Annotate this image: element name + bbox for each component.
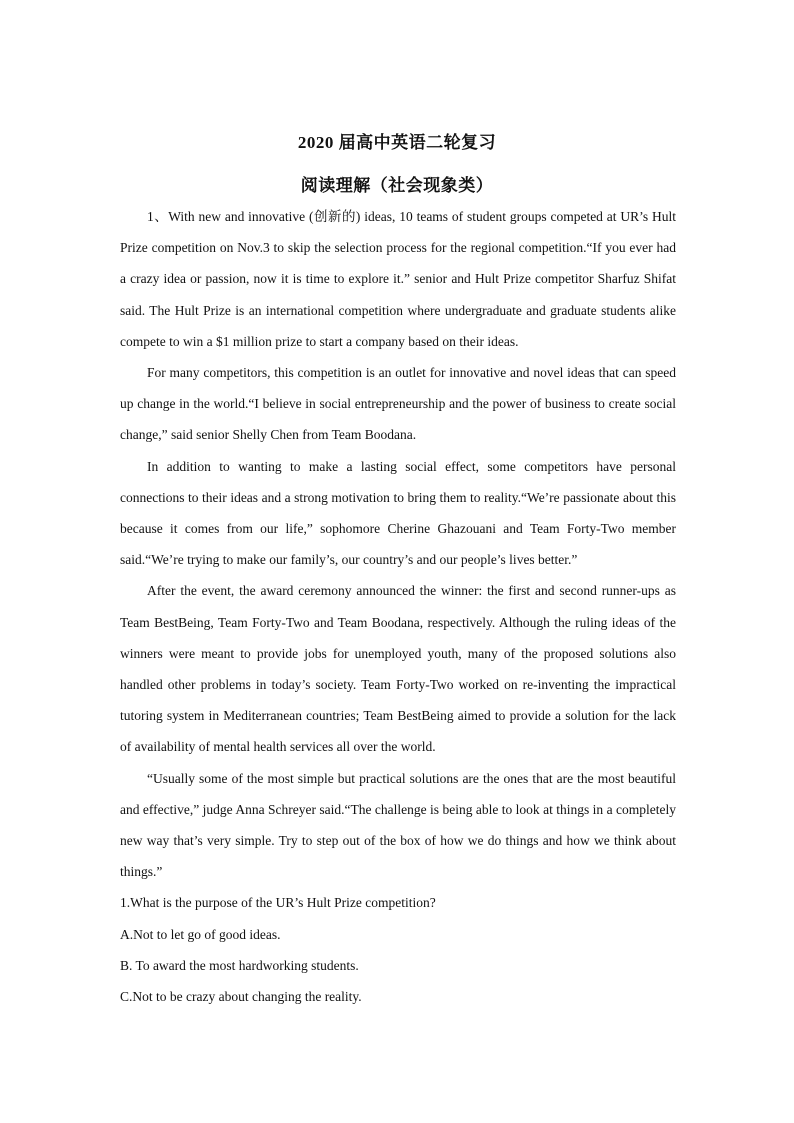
paragraph-5: “Usually some of the most simple but practical solutions are the ones that are the most beautiful and effective,” judge Anna Schreyer said.“The challenge is being able to look at things in a completely new way that’s very simple. Try to step out of the box of how we do things and how we think about things.” [120, 770, 676, 880]
option-a: A.Not to let go of good ideas. [120, 926, 281, 942]
paragraph-4: After the event, the award ceremony announced the winner: the first and second runner-ups as Team BestBeing, Team Forty-Two and Team Boodana, respectively. Although the ruling ideas of the winners were meant to provide jobs for unemployed youth, many of the proposed solutions also handled other problems in today’s society. Team Forty-Two worked on re-inventing the impractical tutoring system in Mediterranean countries; Team BestBeing aimed to provide a solution for the lack of availability of mental health services all over the world. [120, 583, 676, 755]
option-c: C.Not to be crazy about changing the reality. [120, 989, 362, 1005]
option-b: B. To award the most hardworking students. [120, 957, 359, 973]
reading-passage [120, 201, 676, 1012]
paragraph-2: For many competitors, this competition is an outlet for innovative and novel ideas that can speed up change in the world.“I believe in social entrepreneurship and the power of business to create social change,” said senior Shelly Chen from Team Boodana. [120, 365, 676, 443]
paragraph-1: 1、With new and innovative (创新的) ideas, 10 teams of student groups competed at UR’s Hult Prize competition on Nov.3 to skip the selection process for the regional competition.“If you ever had a crazy idea or passion, now it is time to explore it.” senior and Hult Prize competitor Sharfuz Shifat said. The Hult Prize is an international competition where undergraduate and graduate students alike compete to win a $1 million prize to start a company based on their ideas. [120, 209, 676, 349]
document-title: 2020 届高中英语二轮复习 [297, 133, 497, 152]
paragraph-3: In addition to wanting to make a lasting social effect, some competitors have personal connections to their ideas and a strong motivation to bring them to reality.“We’re passionate about this because it comes from our life,” sophomore Cherine Ghazouani and Team Forty-Two member said.“We’re trying to make our family’s, our country’s and our people’s lives better.” [120, 458, 676, 568]
document-subtitle: 阅读理解（社会现象类） [300, 176, 494, 195]
question-stem: 1.What is the purpose of the UR’s Hult Prize competition? [120, 895, 436, 911]
